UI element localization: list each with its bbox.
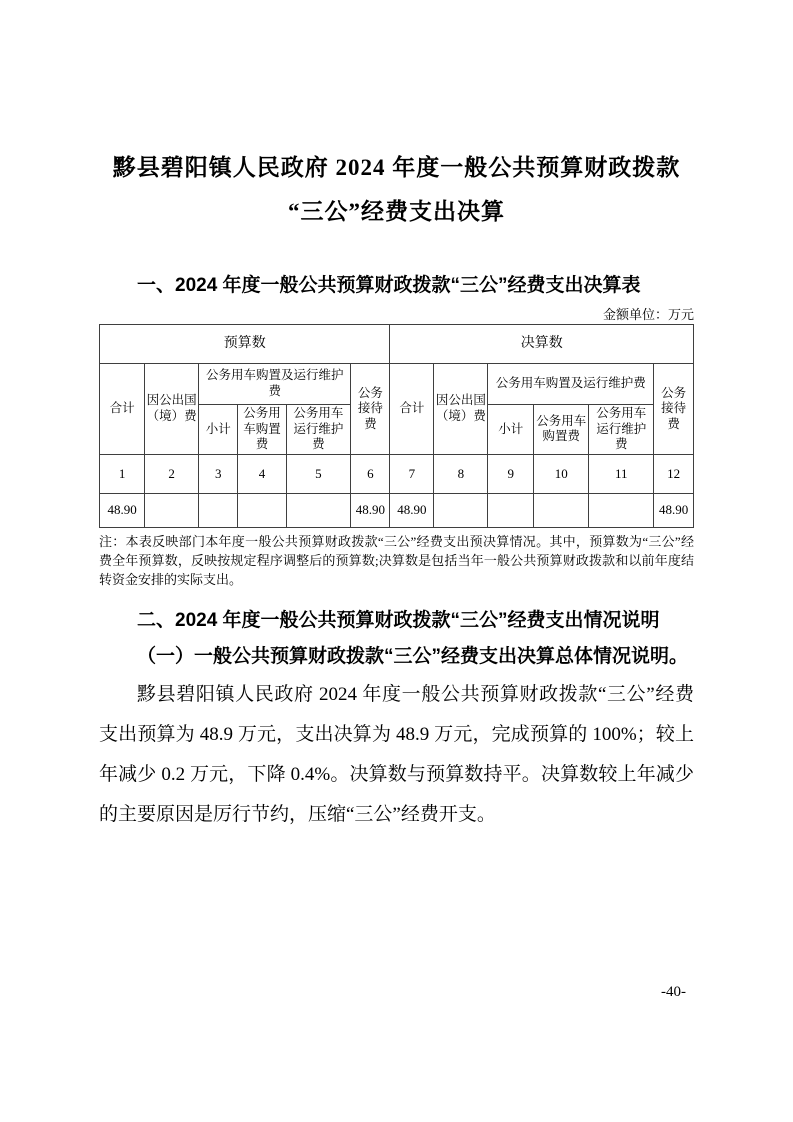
value-row — [100, 493, 694, 527]
column-number: 2 — [145, 454, 199, 493]
column-number: 12 — [654, 454, 694, 493]
sangong-expense-table — [99, 324, 694, 528]
budget-abroad-header: 因公出国（境）费 — [145, 364, 199, 455]
doc-title-line-2: “三公”经费支出决算 — [288, 199, 505, 224]
value-cell: 48.90 — [351, 493, 390, 527]
unit-label: 金额单位：万元 — [602, 307, 694, 322]
value-cell — [286, 493, 351, 527]
value-cell — [199, 493, 238, 527]
doc-title — [99, 146, 694, 234]
subsection-1-heading: （一）一般公共预算财政拨款“三公”经费支出决算总体情况说明。 — [137, 645, 689, 667]
column-number: 1 — [100, 454, 145, 493]
column-number: 4 — [238, 454, 286, 493]
value-cell — [434, 493, 488, 527]
body-paragraph: 黟县碧阳镇人民政府 2024 年度一般公共预算财政拨款“三公”经费支出预算为 48.9 万元，支出决算为 48.9 万元，完成预算的 100%；较上年减少 0.2 万元，下降 0.4%。决算数与预算数持平。决算数较上年减少的主要原因是厉行节约，压缩“三公”经费开支。 — [99, 683, 694, 825]
table-row — [100, 364, 694, 405]
table-row — [100, 325, 694, 364]
budget-reception-header: 公务接待费 — [351, 364, 390, 455]
final-purchase-header: 公务用车购置费 — [534, 405, 589, 455]
column-number-row — [100, 454, 694, 493]
budget-total-header: 合计 — [100, 364, 145, 455]
section-2-heading: 二、2024 年度一般公共预算财政拨款“三公”经费支出情况说明 — [137, 609, 660, 631]
page-number: -40- — [661, 984, 686, 1000]
budget-maintenance-header: 公务用车运行维护费 — [286, 405, 351, 455]
final-maintenance-header: 公务用车运行维护费 — [589, 405, 654, 455]
column-number: 3 — [199, 454, 238, 493]
budget-vehicle-group-header: 公务用车购置及运行维护费 — [199, 364, 351, 405]
value-cell: 48.90 — [100, 493, 145, 527]
budget-group-header: 预算数 — [100, 325, 390, 364]
budget-purchase-header: 公务用车购置费 — [238, 405, 286, 455]
value-cell: 48.90 — [390, 493, 434, 527]
value-cell — [534, 493, 589, 527]
doc-title-line-1: 黟县碧阳镇人民政府 2024 年度一般公共预算财政拨款 — [112, 155, 681, 180]
column-number: 5 — [286, 454, 351, 493]
final-vehicle-group-header: 公务用车购置及运行维护费 — [488, 364, 654, 405]
final-group-header: 决算数 — [390, 325, 694, 364]
column-number: 11 — [589, 454, 654, 493]
final-reception-header: 公务接待费 — [654, 364, 694, 455]
final-subtotal-header: 小计 — [488, 405, 534, 455]
budget-subtotal-header: 小计 — [199, 405, 238, 455]
column-number: 10 — [534, 454, 589, 493]
value-cell — [238, 493, 286, 527]
value-cell: 48.90 — [654, 493, 694, 527]
column-number: 6 — [351, 454, 390, 493]
table-note: 注：本表反映部门本年度一般公共预算财政拨款“三公”经费支出预决算情况。其中，预算数为“三公”经费全年预算数，反映按规定程序调整后的预算数;决算数是包括当年一般公共预算财政拨款和以前年度结转资金安排的实际支出。 — [99, 533, 694, 587]
column-number: 9 — [488, 454, 534, 493]
final-total-header: 合计 — [390, 364, 434, 455]
value-cell — [589, 493, 654, 527]
final-abroad-header: 因公出国（境）费 — [434, 364, 488, 455]
section-1-heading: 一、2024 年度一般公共预算财政拨款“三公”经费支出决算表 — [137, 275, 641, 296]
column-number: 8 — [434, 454, 488, 493]
value-cell — [145, 493, 199, 527]
column-number: 7 — [390, 454, 434, 493]
value-cell — [488, 493, 534, 527]
